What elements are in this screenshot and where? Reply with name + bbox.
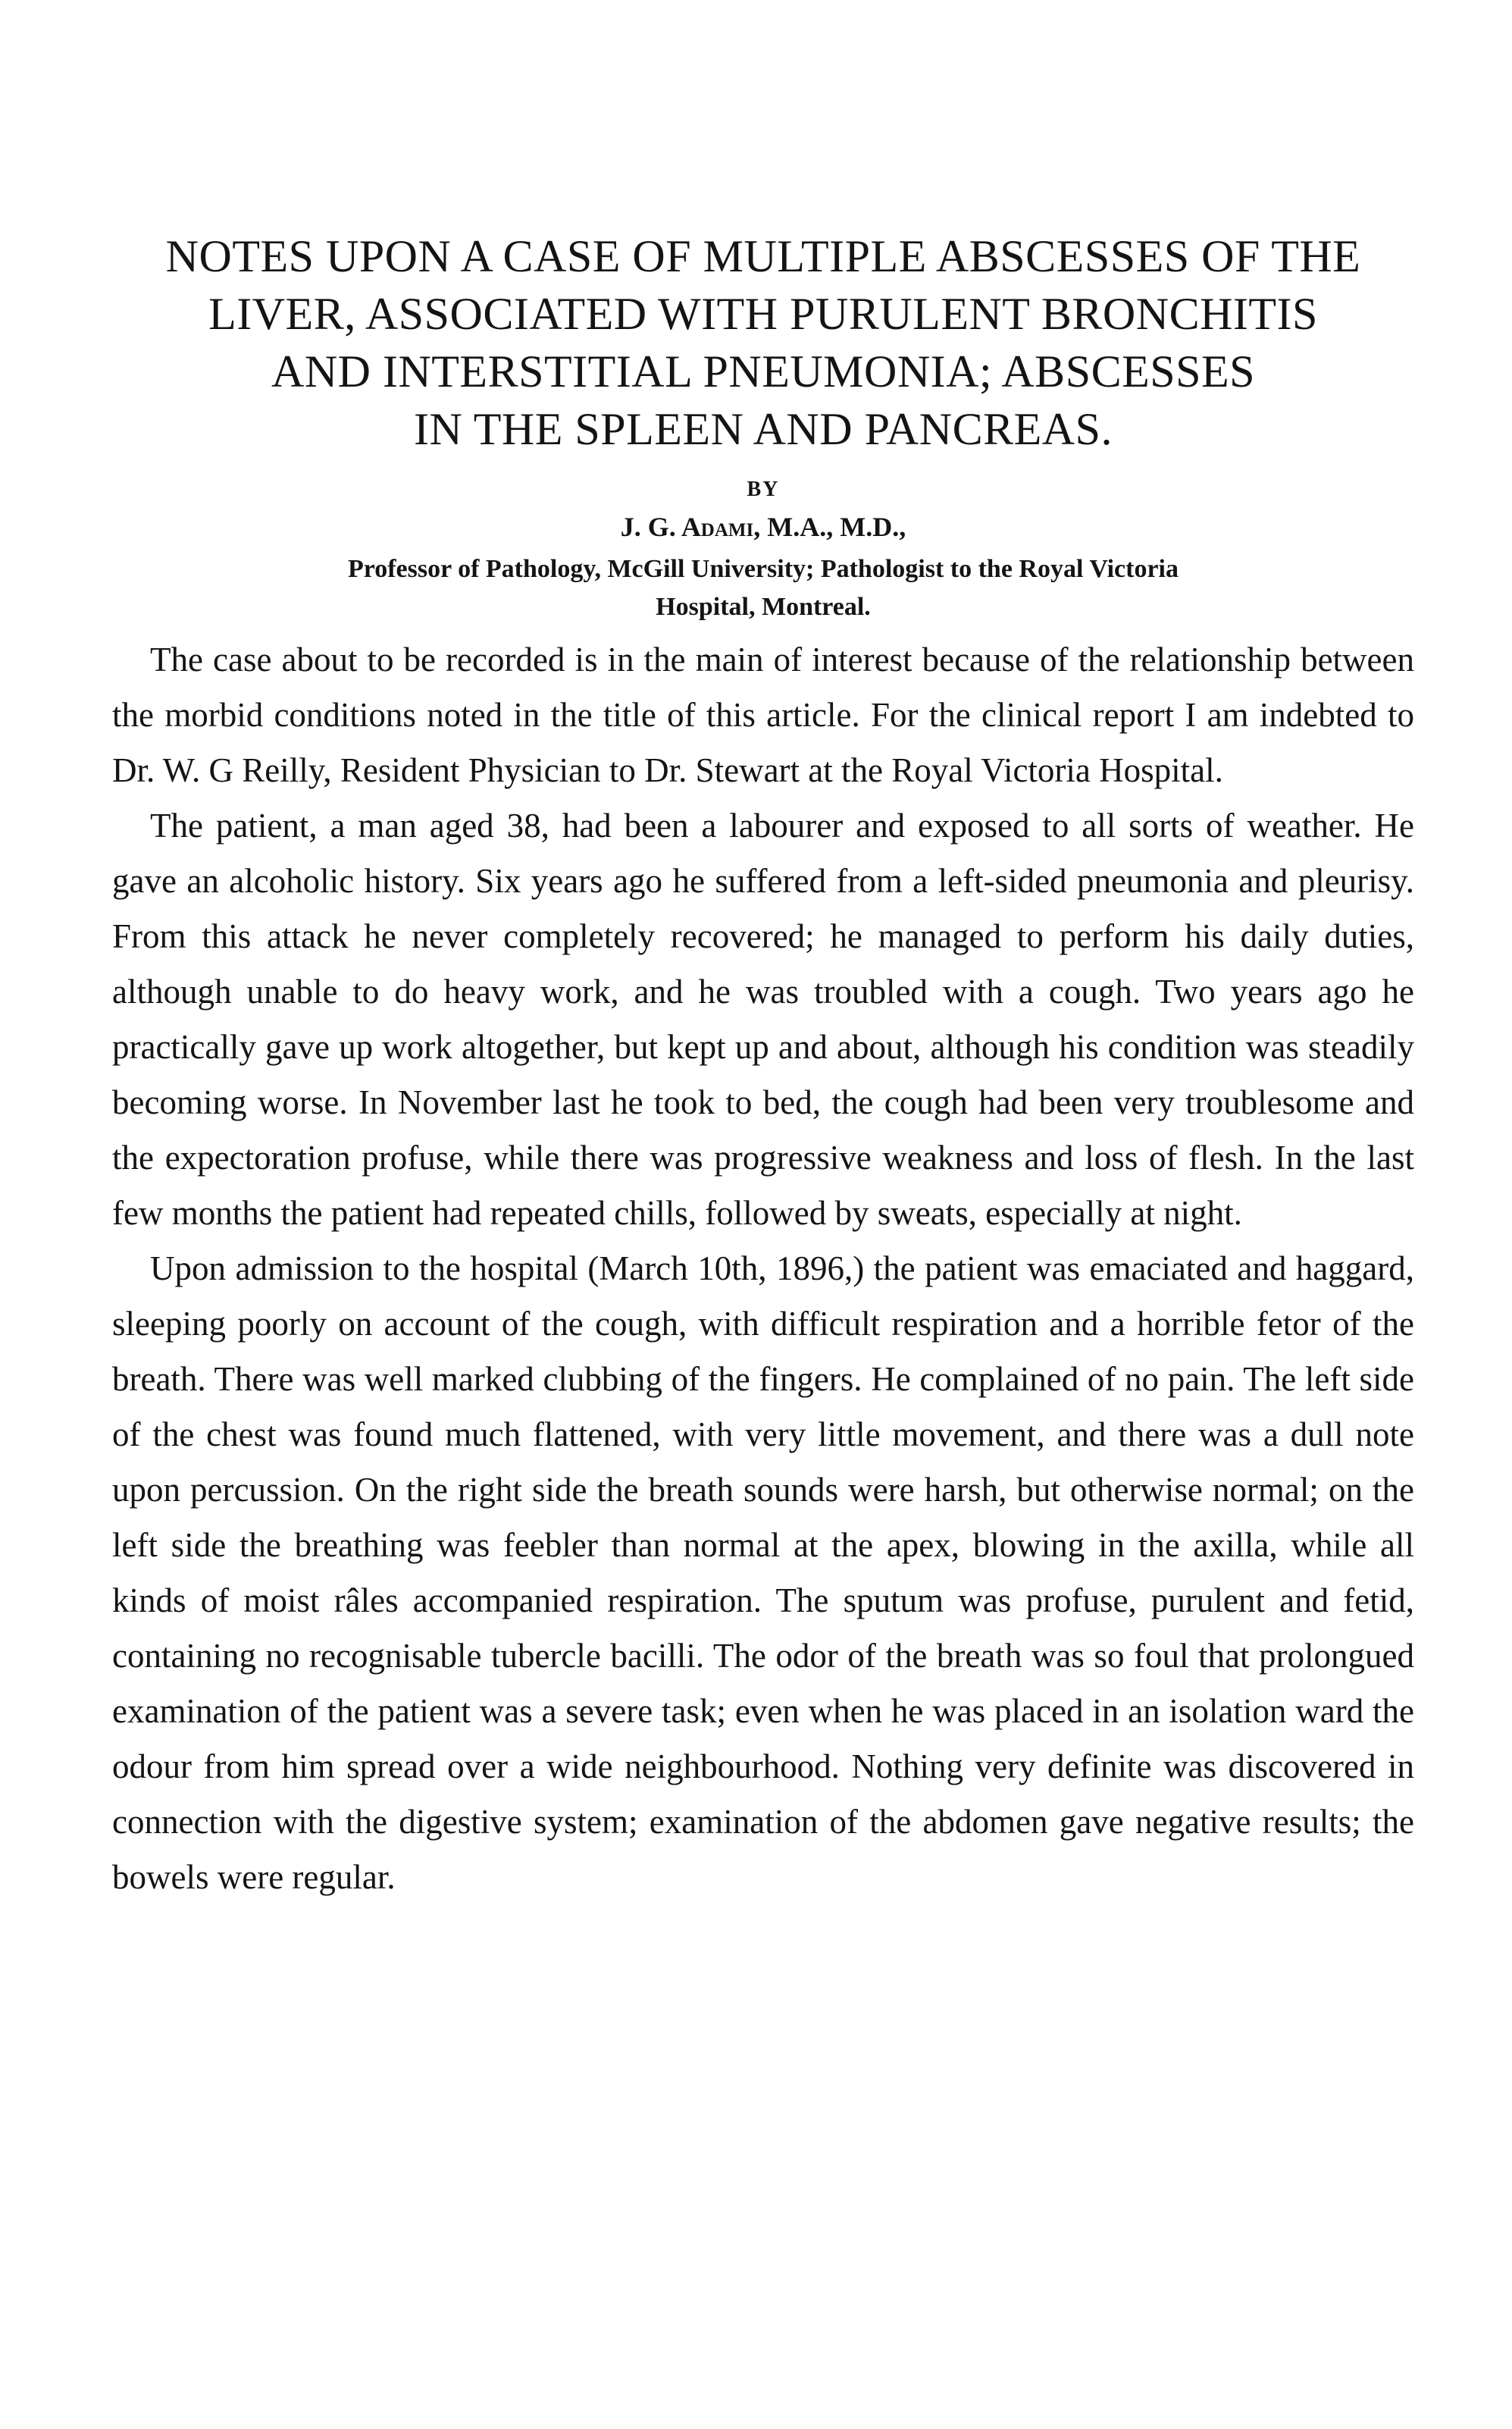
title-line: NOTES UPON A CASE OF MULTIPLE ABSCESSES OF THE [165, 231, 1361, 281]
author-affiliation [112, 550, 1414, 626]
article-page [112, 227, 1414, 1905]
affiliation-line: Hospital, Montreal. [656, 593, 871, 621]
body-paragraph: Upon admission to the hospital (March 10th, 1896,) the patient was emaciated and haggard, sleeping poorly on account of the cough, with difficult respiration and a horrible fetor of the breath. There was well marked clubbing of the fingers. He complained of no pain. The left side of the chest was found much flattened, with very little movement, and there was a dull note upon percussion. On the right side the breath sounds were harsh, but otherwise normal; on the left side the breathing was feebler than normal at the apex, blowing in the axilla, while all kinds of moist râles accompanied respiration. The sputum was profuse, purulent and fetid, containing no recognisable tubercle bacilli. The odor of the breath was so foul that prolongued examination of the patient was a severe task; even when he was placed in an isolation ward the odour from him spread over a wide neighbourhood. Nothing very definite was discovered in connection with the digestive system; examination of the abdomen gave negative results; the bowels were regular. [112, 1249, 1414, 1896]
title-line: IN THE SPLEEN AND PANCREAS. [414, 404, 1113, 454]
affiliation-line: Professor of Pathology, McGill University; Pathologist to the Royal Victoria [347, 555, 1179, 583]
article-body [112, 632, 1414, 1905]
article-title [112, 227, 1414, 458]
byline-label: BY [747, 478, 780, 501]
author-name: J. G. Adami, M.A., M.D., [620, 512, 906, 542]
body-paragraph: The case about to be recorded is in the main of interest because of the relationship between the morbid conditions noted in the title of this article. For the clinical report I am indebted to Dr. W. G Reilly, Resident Physician to Dr. Stewart at the Royal Victoria Hospital. [112, 641, 1414, 789]
title-line: AND INTERSTITIAL PNEUMONIA; ABSCESSES [271, 346, 1255, 396]
body-paragraph: The patient, a man aged 38, had been a labourer and exposed to all sorts of weather. He gave an alcoholic history. Six years ago he suffered from a left-sided pneumonia and pleurisy. From this attack he never completely recovered; he managed to perform his daily duties, although unable to do heavy work, and he was troubled with a cough. Two years ago he practically gave up work altogether, but kept up and about, although his condition was steadily becoming worse. In November last he took to bed, the cough had been very troublesome and the expectoration profuse, while there was progressive weakness and loss of flesh. In the last few months the patient had repeated chills, followed by sweats, especially at night. [112, 807, 1414, 1232]
title-line: LIVER, ASSOCIATED WITH PURULENT BRONCHITIS [208, 289, 1318, 339]
